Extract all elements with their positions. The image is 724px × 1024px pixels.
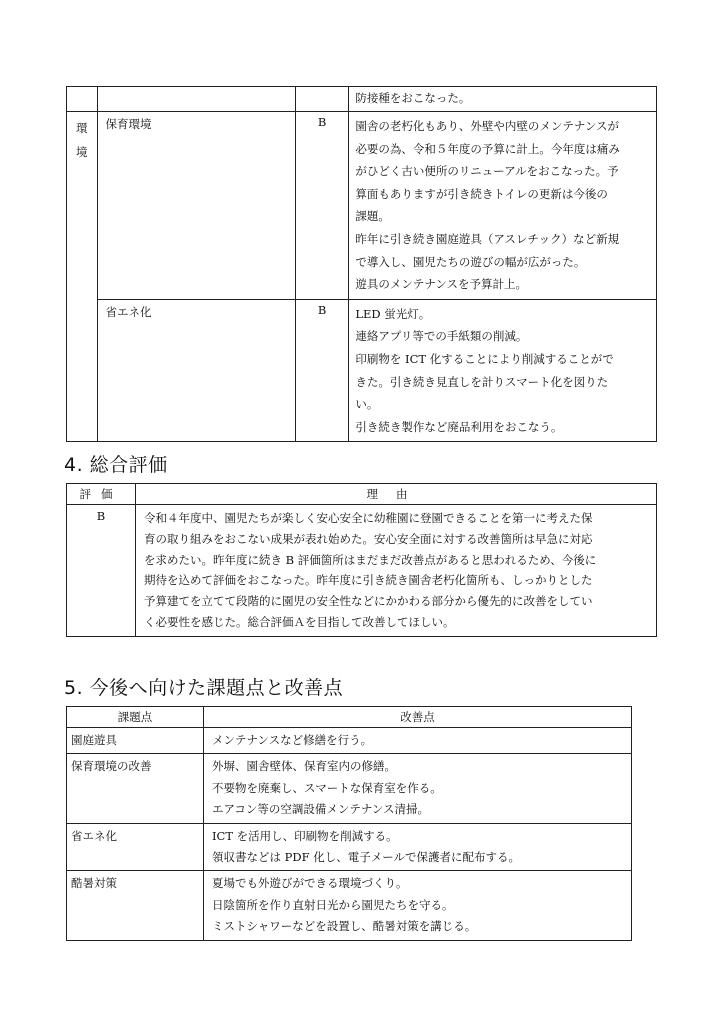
column-header-improvement: 改善点 [204, 707, 632, 728]
issue-name: 保育環境の改善 [67, 754, 204, 823]
improvement-line: 不要物を廃棄し、スマートな保育室を作る。 [212, 780, 442, 795]
category-char: 境 [76, 145, 88, 159]
detail-cell [349, 112, 657, 300]
detail-line: LED 蛍光灯。 [355, 306, 431, 321]
reason-line: く必要性を感じた。総合評価Ａを目指して改善してほしい。 [144, 614, 455, 629]
detail-line: い。 [355, 397, 379, 412]
detail-line: 昨年に引き続き園庭遊具（アスレチック）など新規 [355, 231, 620, 246]
item-name: 保育環境 [97, 112, 295, 300]
detail-line: 算面もありますが引き続きトイレの更新は今後の [355, 186, 608, 201]
reason-line: を求めたい。昨年度に続き B 評価箇所はまだまだ改善点があると思われるため、今後に [144, 552, 597, 567]
improvement-line: 日陰箇所を作り直射日光から園児たちを守る。 [212, 897, 454, 912]
grade-cell-blank [295, 87, 348, 112]
table-header-row [67, 707, 632, 728]
issue-name: 酷暑対策 [67, 871, 204, 940]
table-row [67, 728, 632, 754]
reason-line: 令和４年度中、園児たちが楽しく安心安全に幼稚園に登園できることを第一に考えた保 [144, 511, 593, 525]
table-row [67, 823, 632, 871]
improvement-line: 外塀、園舎壁体、保育室内の修繕。 [212, 759, 396, 774]
detail-line: で導入し、園児たちの遊びの幅が広がった。 [355, 254, 586, 269]
reason-cell [136, 505, 657, 637]
detail-line: 連絡アプリ等での手紙類の削減。 [355, 329, 528, 344]
section-heading: 4. 総合評価 [64, 454, 168, 476]
detail-line: 防接種をおこなった。 [355, 91, 471, 105]
table-row [67, 505, 657, 637]
issue-name: 園庭遊具 [67, 728, 204, 754]
improvement-line: エアコン等の空調設備メンテナンス清掃。 [212, 802, 430, 817]
column-header-reason: 理由 [136, 484, 657, 505]
improvement-line: 夏場でも外遊びができる環境づくり。 [212, 876, 408, 891]
improvement-cell [204, 728, 632, 754]
improvement-cell [204, 754, 632, 823]
category-cell [67, 112, 98, 442]
table-row [67, 871, 632, 940]
detail-line: がひどく古い便所のリニューアルをおこなった。予 [355, 164, 619, 179]
reason-line: 育の取り組みをおこない成果が表れ始めた。安心安全面に対する改善箇所は早急に対応 [144, 531, 593, 546]
improvement-line: メンテナンスなど修繕を行う。 [212, 733, 373, 747]
improvement-line: ミストシャワーなどを設置し、酷暑対策を講じる。 [212, 919, 477, 934]
item-cell-blank [97, 87, 295, 112]
issues-improvements-table [66, 706, 632, 941]
column-header-evaluation: 評価 [67, 484, 136, 505]
improvement-cell [204, 823, 632, 871]
detail-line: きた。引き続き見直しを計りスマート化を図りた [355, 374, 609, 389]
table-row [67, 754, 632, 823]
item-name: 省エネ化 [97, 299, 295, 442]
category-cell-blank [67, 87, 98, 112]
reason-line: 予算建てを立てて段階的に園児の安全性などにかかわる部分から優先的に改善をしてい [144, 594, 593, 609]
detail-line: 園舎の老朽化もあり、外壁や内壁のメンテナンスが [355, 119, 619, 133]
improvement-line: 領収書などは PDF 化し、電子メールで保護者に配布する。 [212, 850, 521, 865]
environment-evaluation-table [66, 86, 657, 442]
table-row [67, 299, 657, 442]
improvement-cell [204, 871, 632, 940]
table-row [67, 87, 657, 112]
detail-line: 遊具のメンテナンスを予算計上。 [355, 277, 527, 292]
grade-value: B [295, 112, 348, 300]
detail-line: 引き続き製作など廃品利用をおこなう。 [355, 419, 563, 434]
detail-line: 必要の為、令和５年度の予算に計上。今年度は痛み [355, 141, 620, 156]
table-header-row [67, 484, 657, 505]
table-row [67, 112, 657, 300]
detail-cell [349, 299, 657, 442]
category-char: 環 [76, 121, 88, 135]
detail-line: 課題。 [355, 209, 390, 224]
column-header-issue: 課題点 [67, 707, 204, 728]
overall-grade: B [67, 505, 136, 637]
detail-cell [349, 87, 657, 112]
section-heading: 5. 今後へ向けた課題点と改善点 [64, 677, 344, 699]
reason-line: 期待を込めて評価をおこなった。昨年度に引き続き園舎老朽化箇所も、しっかりとした [144, 573, 593, 588]
issue-name: 省エネ化 [67, 823, 204, 871]
overall-evaluation-table [66, 483, 657, 637]
improvement-line: ICT を活用し、印刷物を削減する。 [212, 828, 398, 843]
grade-value: B [295, 299, 348, 442]
detail-line: 印刷物を ICT 化することにより削減することがで [355, 351, 614, 366]
